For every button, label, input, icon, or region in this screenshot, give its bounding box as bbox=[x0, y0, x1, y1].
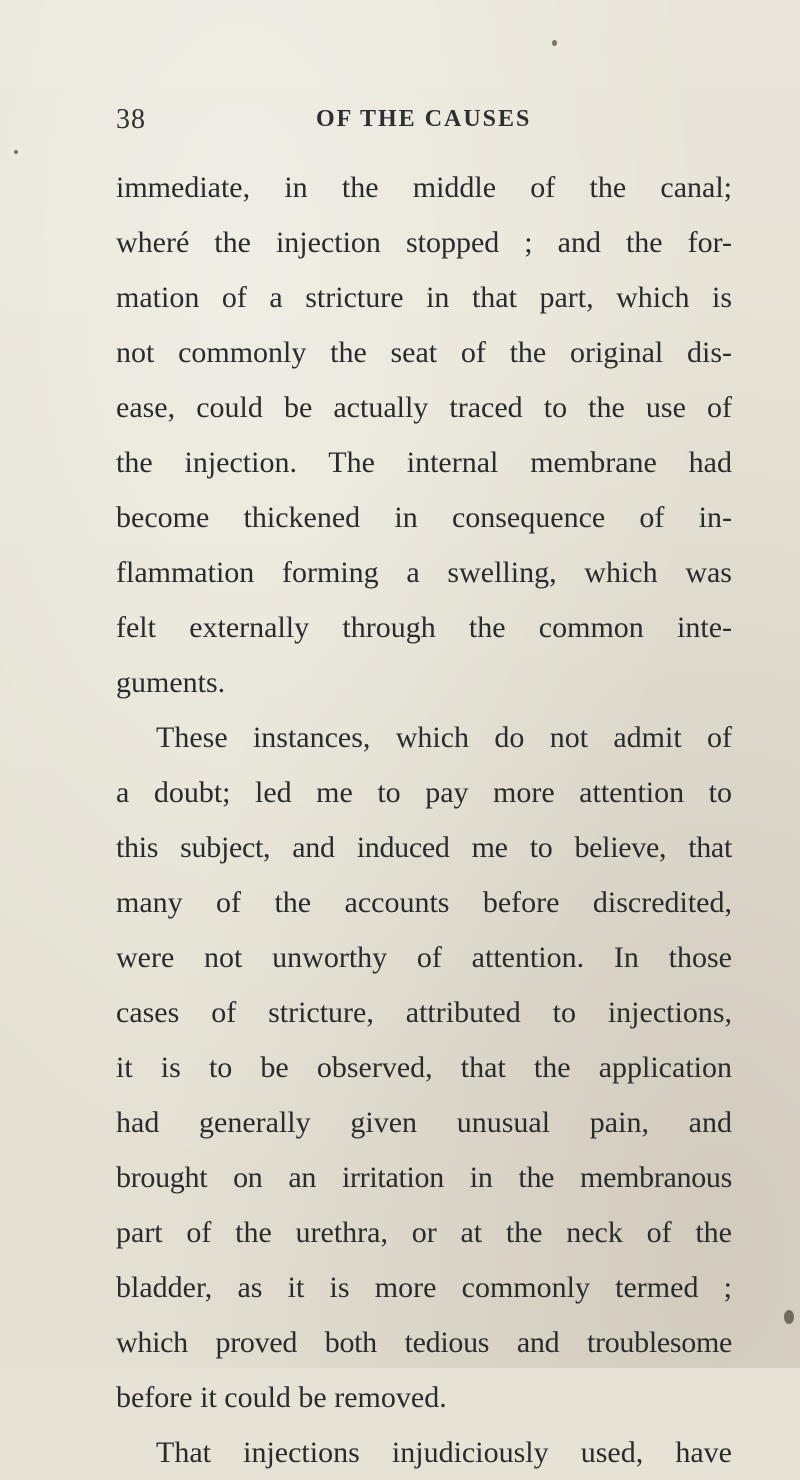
body-text bbox=[116, 160, 732, 1480]
paper-spot bbox=[14, 150, 18, 154]
page-number: 38 bbox=[116, 104, 146, 135]
text-line: it is to be observed, that the application bbox=[116, 1051, 732, 1084]
text-line: not commonly the seat of the original dis- bbox=[116, 336, 732, 369]
text-line: mation of a stricture in that part, which is bbox=[116, 281, 732, 314]
text-line: brought on an irritation in the membranous bbox=[116, 1161, 732, 1194]
text-line: become thickened in consequence of in- bbox=[116, 501, 732, 534]
text-line: These instances, which do not admit of bbox=[156, 721, 732, 754]
text-line: were not unworthy of attention. In those bbox=[116, 941, 732, 974]
text-line: a doubt; led me to pay more attention to bbox=[116, 776, 732, 809]
text-line: had generally given unusual pain, and bbox=[116, 1106, 732, 1139]
text-line: many of the accounts before discredited, bbox=[116, 886, 732, 919]
text-line: wheré the injection stopped ; and the for- bbox=[116, 226, 732, 259]
text-line: before it could be removed. bbox=[116, 1381, 447, 1414]
paper-spot bbox=[552, 40, 557, 46]
text-line: cases of stricture, attributed to injections, bbox=[116, 996, 732, 1029]
text-line: ease, could be actually traced to the use of bbox=[116, 391, 732, 424]
text-line: this subject, and induced me to believe, that bbox=[116, 831, 732, 864]
text-line: part of the urethra, or at the neck of the bbox=[116, 1216, 732, 1249]
text-line: flammation forming a swelling, which was bbox=[116, 556, 732, 589]
text-line: That injections injudiciously used, have bbox=[156, 1436, 732, 1469]
text-line: bladder, as it is more commonly termed ; bbox=[116, 1271, 732, 1304]
text-line: which proved both tedious and troublesome bbox=[116, 1326, 732, 1359]
text-line: felt externally through the common inte- bbox=[116, 611, 732, 644]
paper-spot bbox=[784, 1310, 794, 1324]
text-line: the injection. The internal membrane had bbox=[116, 446, 732, 479]
text-line: immediate, in the middle of the canal; bbox=[116, 171, 732, 204]
running-head: OF THE CAUSES bbox=[316, 106, 532, 132]
text-line: guments. bbox=[116, 666, 226, 699]
page-header bbox=[116, 104, 716, 144]
